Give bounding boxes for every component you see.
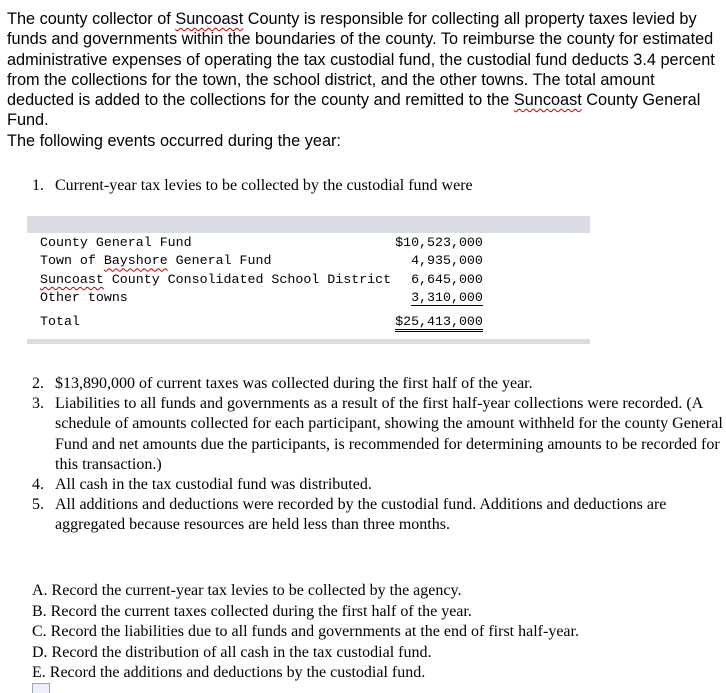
event-item-2 <box>32 374 726 394</box>
row-label: County General Fund <box>40 235 192 250</box>
event-item-4 <box>32 475 726 495</box>
intro-paragraph <box>7 9 722 131</box>
spellcheck-word: Suncoast <box>513 91 582 110</box>
total-amount <box>391 308 483 331</box>
table-header-bar <box>27 216 590 233</box>
amount-underlined: 3,310,000 <box>411 290 483 306</box>
row-amount: $10,523,000 <box>395 235 483 250</box>
event-item-5 <box>32 495 726 535</box>
intro-text-c: County General Fund. <box>7 91 701 130</box>
event-text: $13,890,000 of current taxes was collected during the first half of the year. <box>55 375 533 392</box>
intro-text-a: The county collector of <box>7 10 176 28</box>
row-amount: 6,645,000 <box>411 271 483 287</box>
events-heading: The following events occurred during the year: <box>7 131 341 150</box>
event-list <box>32 374 726 536</box>
event-text: Liabilities to all funds and governments as a result of the first half-year collections were recorded. (A schedule of amounts collected for each participant, showing the amount withheld for the county General Fund and net amounts due the participants, is recommended for determining amounts to be recorded for this transaction.) <box>55 395 723 473</box>
table-total-row <box>40 308 483 331</box>
intro-text-b: County is responsible for collecting all property taxes levied by funds and governments within the boundaries of the county. To reimburse the county for estimated administrative expenses of operating the tax custodial fund, the custodial fund deducts 3.4 percent from the collections for the town, the school district, and the other towns. The total amount deducted is added to the collections for the county and remitted to the <box>7 10 715 110</box>
event-number: 2. <box>32 375 44 392</box>
event-number: 1. <box>32 177 44 194</box>
row-label: Other towns <box>40 290 128 306</box>
spellcheck-word: Bayshore <box>103 253 168 269</box>
spellcheck-word: Suncoast <box>175 10 244 28</box>
event-text: All additions and deductions were recorded by the custodial fund. Additions and deductions are aggregated because resources are held less than three months. <box>55 496 667 534</box>
row-label <box>40 271 391 289</box>
event-text: All cash in the tax custodial fund was distributed. <box>55 476 372 494</box>
row-label <box>40 252 391 270</box>
requirement-item: B. Record the current taxes collected during the first half of the year. <box>32 602 472 620</box>
row-amount <box>391 289 483 307</box>
event-item-3 <box>32 394 726 475</box>
event-text: Current-year tax levies to be collected by the custodial fund were <box>55 177 473 194</box>
event-number: 3. <box>32 395 44 413</box>
levy-table <box>27 216 590 344</box>
requirements-list <box>32 581 579 684</box>
event-item-1 <box>32 177 473 195</box>
row-amount: 4,935,000 <box>411 253 483 269</box>
requirement-item: A. Record the current-year tax levies to be collected by the agency. <box>32 582 462 599</box>
label-part: Town of <box>40 253 104 269</box>
table-row <box>40 252 483 270</box>
problem-intro <box>7 9 722 151</box>
requirement-item: E. Record the additions and deductions by the custodial fund. <box>32 664 426 681</box>
levy-table-body <box>40 234 483 331</box>
table-footer-bar <box>27 339 590 344</box>
requirement-item: C. Record the liabilities due to all funds and governments at the end of first half-year. <box>32 623 579 640</box>
spellcheck-word: Suncoast <box>40 271 104 287</box>
label-part: General Fund <box>167 253 272 269</box>
event-number: 5. <box>32 496 44 514</box>
requirement-item: D. Record the distribution of all cash in the tax custodial fund. <box>32 643 432 661</box>
table-row <box>40 234 483 252</box>
table-row <box>40 289 483 307</box>
label-part: County Consolidated School District <box>103 271 392 287</box>
table-row <box>40 271 483 289</box>
total-label: Total <box>40 313 80 329</box>
event-number: 4. <box>32 476 44 494</box>
amount-double-underlined: $25,413,000 <box>395 314 483 332</box>
